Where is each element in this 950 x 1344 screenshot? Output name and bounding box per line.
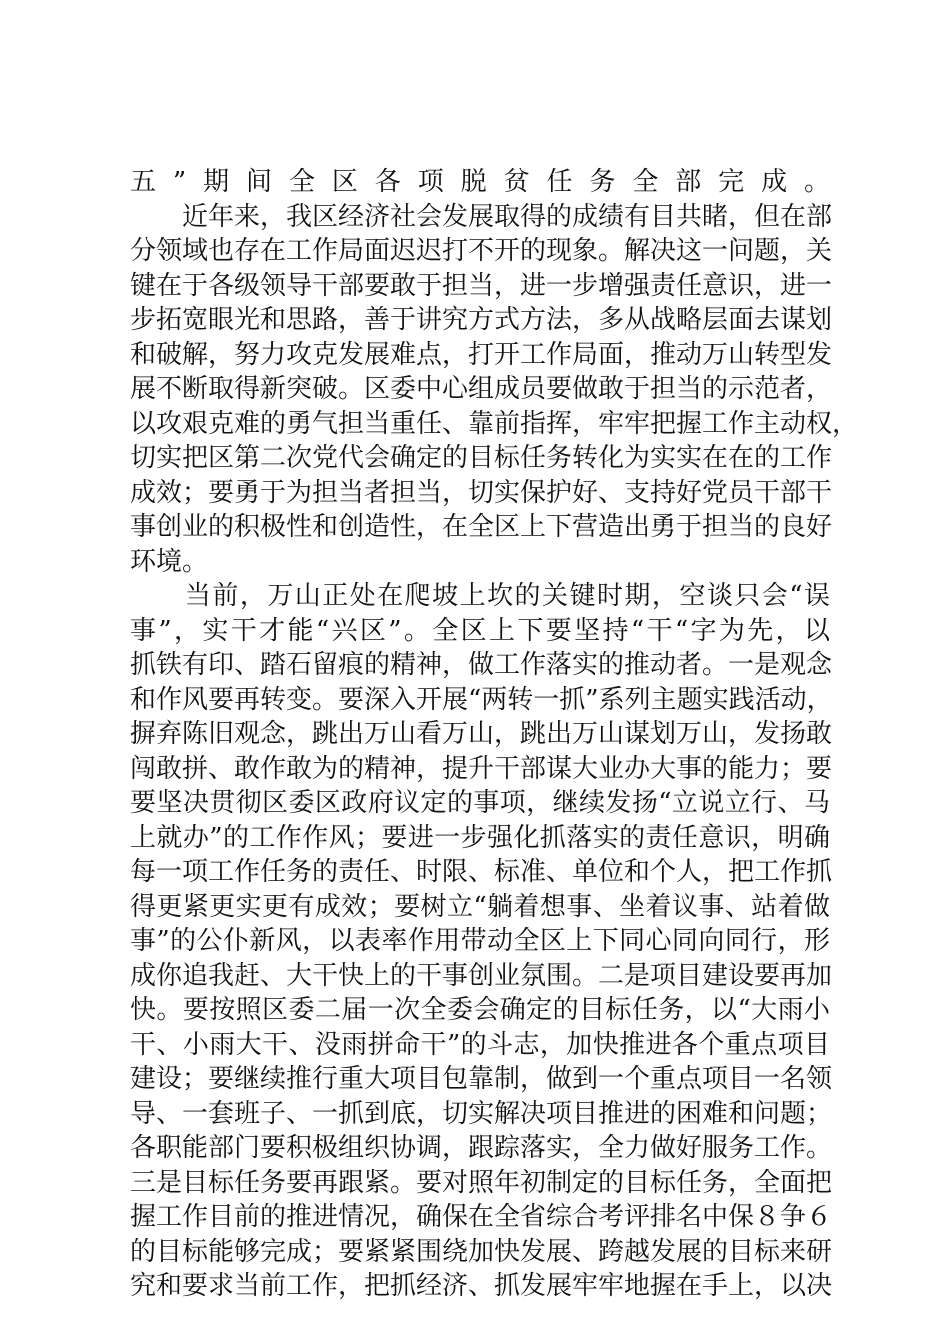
text-line: 建设；要继续推行重大项目包靠制，做到一个重点项目一名领 <box>130 1064 833 1094</box>
text-line: 上就办”的工作作风；要进一步强化抓落实的责任意识，明确 <box>130 822 830 853</box>
text-line: 的目标能够完成；要紧紧围绕加快发展、跨越发展的目标来研 <box>130 1236 833 1267</box>
text-line: 成效；要勇于为担当者担当，切实保护好、支持好党员干部干 <box>130 477 833 508</box>
text-line: 各职能部门要积极组织协调，跟踪落实，全力做好服务工作。 <box>130 1133 833 1163</box>
text-line: 切实把区第二次党代会确定的目标任务转化为实实在在的工作 <box>130 443 833 473</box>
text-line: 每一项工作任务的责任、时限、标准、单位和个人，把工作抓 <box>130 857 833 887</box>
text-line: 展不断取得新突破。区委中心组成员要做敢于担当的示范者， <box>130 374 833 404</box>
text-line: 抓铁有印、踏石留痕的精神，做工作落实的推动者。一是观念 <box>130 650 833 680</box>
text-line: 五”期间全区各项脱贫任务全部完成。 <box>130 167 830 197</box>
text-line: 摒弃陈旧观念，跳出万山看万山，跳出万山谋划万山，发扬敢 <box>130 719 833 749</box>
text-line: 和作风要再转变。要深入开展“两转一抓”系列主题实践活动， <box>130 684 833 715</box>
text-line: 握工作目前的推进情况，确保在全省综合考评排名中保８争６ <box>130 1202 833 1232</box>
text-line: 键在于各级领导干部要敢于担当，进一步增强责任意识，进一 <box>130 270 833 301</box>
text-line: 和破解，努力攻克发展难点，打开工作局面，推动万山转型发 <box>130 339 833 370</box>
text-line: 环境。 <box>130 546 209 577</box>
text-line: 事”，实干才能“兴区”。全区上下要坚持“干“字为先，以 <box>130 615 830 646</box>
text-line: 事创业的积极性和创造性，在全区上下营造出勇于担当的良好 <box>130 512 833 542</box>
text-line: 快。要按照区委二届一次全委会确定的目标任务，以“大雨小 <box>130 995 830 1025</box>
text-line: 步拓宽眼光和思路，善于讲究方式方法，多从战略层面去谋划 <box>130 305 833 335</box>
text-line: 得更紧更实更有成效；要树立“躺着想事、坐着议事、站着做 <box>130 891 830 922</box>
text-line: 干、小雨大干、没雨拼命干”的斗志，加快推进各个重点项目 <box>130 1029 830 1060</box>
text-line: 以攻艰克难的勇气担当重任、靠前指挥，牢牢把握工作主动权， <box>130 408 859 439</box>
text-line: 当前，万山正处在爬坡上坎的关键时期，空谈只会“误 <box>130 581 830 611</box>
text-line: 近年来，我区经济社会发展取得的成绩有目共睹，但在部 <box>130 201 833 232</box>
text-line: 闯敢拼、敢作敢为的精神，提升干部谋大业办大事的能力；要 <box>130 753 833 784</box>
text-line: 三是目标任务要再跟紧。要对照年初制定的目标任务，全面把 <box>130 1167 833 1198</box>
text-line: 导、一套班子、一抓到底，切实解决项目推进的困难和问题； <box>130 1098 833 1129</box>
text-line: 事”的公仆新风，以表率作用带动全区上下同心同向同行，形 <box>130 926 830 956</box>
text-line: 究和要求当前工作，把抓经济、抓发展牢牢地握在手上，以决 <box>130 1271 833 1301</box>
text-line: 分领域也存在工作局面迟迟打不开的现象。解决这一问题，关 <box>130 236 833 266</box>
body-text <box>130 165 859 1304</box>
text-line: 要坚决贯彻区委区政府议定的事项，继续发扬“立说立行、马 <box>130 788 830 818</box>
text-line: 成你追我赶、大干快上的干事创业氛围。二是项目建设要再加 <box>130 960 833 991</box>
